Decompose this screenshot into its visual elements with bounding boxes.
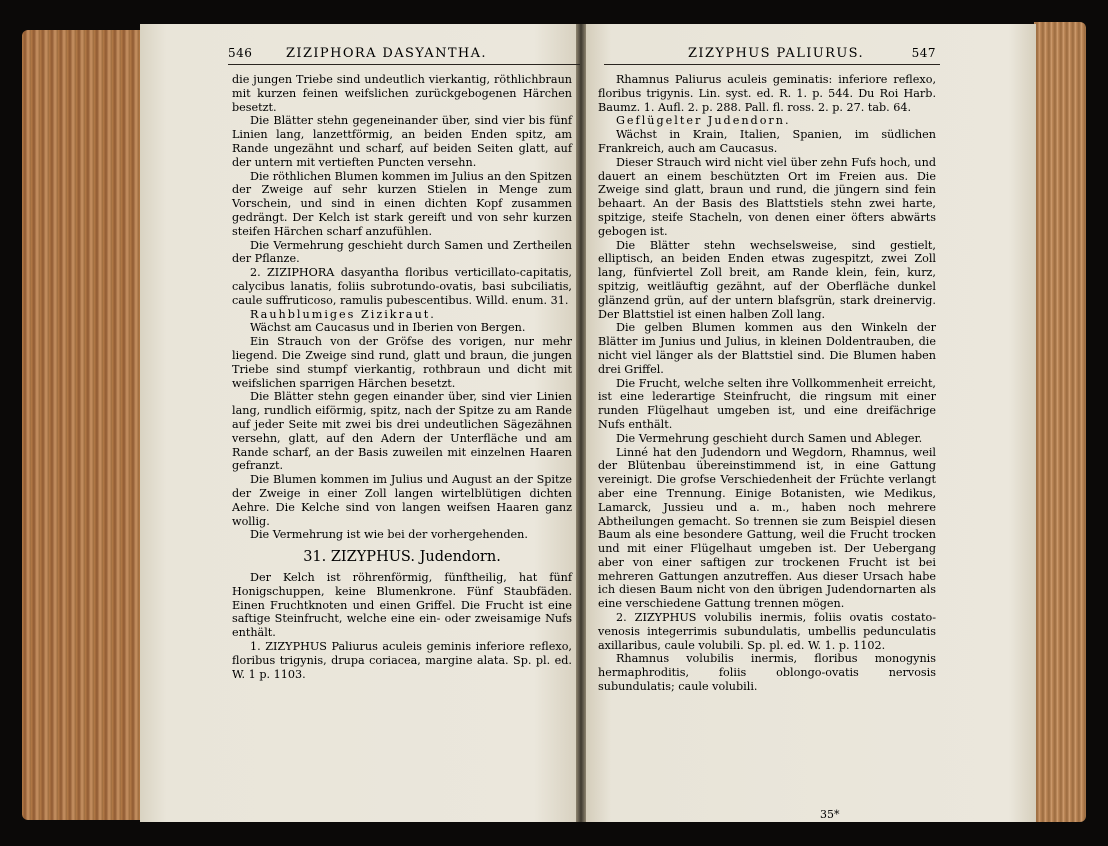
book-gutter	[576, 24, 586, 822]
paragraph: die jungen Triebe sind undeutlich vierkantig, röthlichbraun mit kurzen feinen weifslichen zurückgebogenen Härchen besetzt.	[232, 73, 572, 114]
right-page-number: 547	[911, 46, 936, 60]
book-edge-left	[22, 30, 144, 820]
book-edge-right	[1034, 22, 1086, 822]
paragraph: Die gelben Blumen kommen aus den Winkeln der Blätter im Junius und Julius, in kleinen Doldentrauben, die nicht viel länger als der Blattstiel sind. Die Blumen haben drei Griffel.	[598, 321, 936, 376]
paragraph: Dieser Strauch wird nicht viel über zehn Fufs hoch, und dauert an einem beschützten Ort im Freien aus. Die Zweige sind glatt, braun und rund, die jüngern sind fein behaart. An der Basis des Blattstiels stehn zwei harte, spitzige, steife Stacheln, von denen einer öfters abwärts gebogen ist.	[598, 155, 936, 238]
paragraph: Die Blätter stehn gegen einander über, sind vier Linien lang, rundlich eiförmig, spitz, nach der Spitze zu am Rande auf jeder Seite mit zwei bis drei undeutlichen Sägezähnen versehn, glatt, auf den Adern der Unterfläche und am Rande scharf, an der Basis zuweilen mit einzelnen Haaren gefranzt.	[232, 390, 572, 473]
common-name: Geflügelter Judendorn.	[616, 114, 791, 128]
left-page-number: 546	[228, 46, 253, 60]
paragraph: Wächst in Krain, Italien, Spanien, im südlichen Frankreich, auch am Caucasus.	[598, 128, 936, 155]
synonym-entry: Rhamnus volubilis inermis, floribus monogynis hermaphroditis, foliis oblongo-ovatis nervosis subundulatis; caule volubili.	[598, 652, 936, 694]
paragraph: Wächst am Caucasus und in Iberien von Bergen.	[250, 321, 526, 335]
signature-mark: 35*	[820, 808, 840, 821]
paragraph: Die röthlichen Blumen kommen im Julius an den Spitzen der Zweige auf sehr kurzen Stielen in Menge zum Vorschein, und sind in einen dichten Kopf zusammen gedrängt. Der Kelch ist stark gereift und von sehr kurzen steifen Härchen scharf anzufühlen.	[232, 169, 572, 238]
common-name: Rauhblumiges Zizikraut.	[250, 307, 436, 321]
left-page-text	[232, 73, 572, 681]
paragraph: Die Vermehrung ist wie bei der vorhergehenden.	[250, 528, 528, 542]
paragraph: Die Vermehrung geschieht durch Samen und Ableger.	[616, 431, 923, 445]
paragraph: Die Blätter stehn gegeneinander über, sind vier bis fünf Linien lang, lanzettförmig, an beiden Enden spitz, am Rande ungezähnt und scharf, auf beiden Seiten glatt, auf der untern mit vertieften Puncten versehn.	[232, 114, 572, 169]
species-entry: 2. ZIZIPHORA dasyantha floribus verticillato-capitatis, calycibus lanatis, foliis subrotundo-ovatis, basi subciliatis, caule suffruticoso, ramulis pubescentibus. Willd. enum. 31.	[232, 266, 572, 307]
paragraph: Linné hat den Judendorn und Wegdorn, Rhamnus, weil der Blütenbau übereinstimmend ist, in eine Gattung vereinigt. Die grofse Verschiedenheit der Früchte verlangt aber eine Trennung. Einige Botanisten, wie Medikus, Lamarck, Jussieu und a. m., haben noch mehrere Abtheilungen gemacht. So trennen sie zum Beispiel diesen Baum als eine besondere Gattung, weil die Frucht trocken und mit einer Flügelhaut umgeben ist. Der Uebergang aber von einer saftigen zur trockenen Frucht ist bei mehreren Gattungen anzutreffen. Aus dieser Ursach habe ich diesen Baum nicht von den übrigen Judendornarten als eine verschiedene Gattung trennen mögen.	[598, 445, 936, 611]
left-page-header	[228, 44, 580, 65]
species-entry: 2. ZIZYPHUS volubilis inermis, foliis ovatis costato-venosis integerrimis subundulatis, umbellis pedunculatis axillaribus, caule volubili. Sp. pl. ed. W. 1. p. 1102.	[598, 611, 936, 652]
paragraph: Der Kelch ist röhrenförmig, fünftheilig, hat fünf Honigschuppen, keine Blumenkrone. Fünf Staubfäden. Einen Fruchtknoten und einen Griffel. Die Frucht ist eine saftige Steinfrucht, welche eine ein- oder zweisamige Nufs enthält.	[232, 571, 572, 640]
synonym-entry: Rhamnus Paliurus aculeis geminatis: inferiore reflexo, floribus trigynis. Lin. syst. ed. R. 1. p. 544. Du Roi Harb. Baumz. 1. Aufl. 2. p. 288. Pall. fl. ross. 2. p. 27. tab. 64.	[598, 73, 936, 114]
species-entry: 1. ZIZYPHUS Paliurus aculeis geminis inferiore reflexo, floribus trigynis, drupa coriacea, margine alata. Sp. pl. ed. W. 1 p. 1103.	[232, 640, 572, 681]
paragraph: Die Frucht, welche selten ihre Vollkommenheit erreicht, ist eine lederartige Steinfrucht, die ringsum mit einer runden Flügelhaut umgeben ist, und eine dreifächrige Nufs enthält.	[598, 376, 936, 431]
right-page-title: ZIZYPHUS PALIURUS.	[688, 46, 865, 61]
paragraph: Die Blätter stehn wechselsweise, sind gestielt, elliptisch, an beiden Enden etwas zugespitzt, zwei Zoll lang, fünfviertel Zoll breit, am Rande klein, fein, kurz, spitzig, weitläuftig gezähnt, auf der Oberfläche dunkel glänzend grün, auf der untern blafsgrün, stark dreinervig. Der Blattstiel ist einen halben Zoll lang.	[598, 238, 936, 321]
right-page-header	[604, 44, 940, 65]
section-heading: 31. ZIZYPHUS. Judendorn.	[303, 549, 501, 566]
paragraph: Ein Strauch von der Gröfse des vorigen, nur mehr liegend. Die Zweige sind rund, glatt und braun, die jungen Triebe sind stumpf vierkantig, rothbraun und dicht mit weifslichen sparrigen Härchen besetzt.	[232, 335, 572, 390]
right-page-text	[598, 73, 936, 694]
paragraph: Die Blumen kommen im Julius und August an der Spitze der Zweige in einer Zoll langen wirtelblütigen dichten Aehre. Die Kelche sind von langen weifsen Haaren ganz wollig.	[232, 473, 572, 528]
left-page-title: ZIZIPHORA DASYANTHA.	[286, 46, 487, 61]
paragraph: Die Vermehrung geschieht durch Samen und Zertheilen der Pflanze.	[232, 238, 572, 266]
